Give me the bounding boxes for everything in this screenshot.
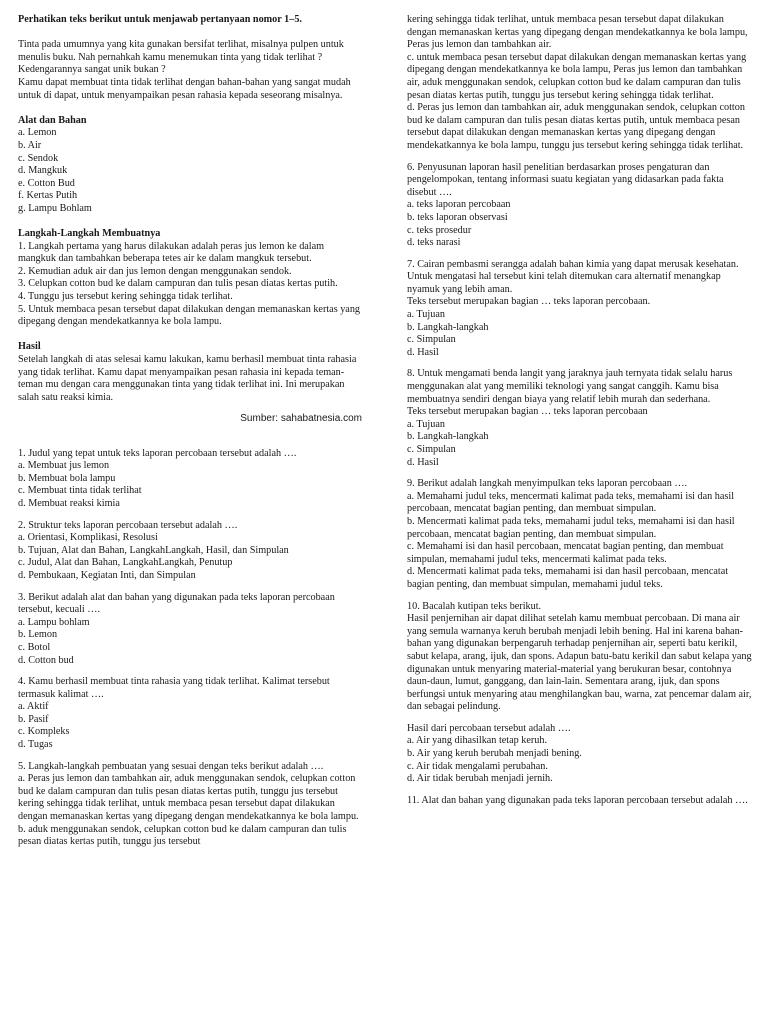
reading-paragraph: Tinta pada umumnya yang kita gunakan bersifat terlihat, misalnya pulpen untuk menulis buku. Nah pernahkah kamu menemukan tinta yang tidak terlihat ? Kedengarannya sangat unik bukan ? Kamu dapat membuat tinta tidak terlihat dengan bahan-bahan yang sangat mudah untuk di dapat, untuk menyampaikan pesan rahasia kepada seseorang misalnya. (18, 39, 351, 101)
question-8: 8. Untuk mengamati benda langit yang jaraknya jauh ternyata tidak selalu harus menggunakan alat yang memiliki teknologi yang sangat canggih. Kamu bisa membuatnya sendiri dengan biaya yang relatif lebih murah dan sederhana. Teks tersebut merupakan bagian … teks laporan percobaan a. Tujuan b. Langkah-langkah c. Simpulan d. Hasil (407, 368, 733, 468)
question-3: 3. Berikut adalah alat dan bahan yang digunakan pada teks laporan percobaan tersebut, kecuali …. a. Lampu bohlam b. Lemon c. Botol d. Cotton bud (18, 591, 335, 666)
question-4: 4. Kamu berhasil membuat tinta rahasia yang tidak terlihat. Kalimat tersebut termasuk kalimat …. a. Aktif b. Pasif c. Kompleks d. Tugas (18, 676, 330, 751)
question-10-passage: 10. Bacalah kutipan teks berikut. Hasil penjernihan air dapat dilihat setelah kamu membuat percobaan. Di mana air yang semula warnanya keruh berubah menjadi lebih bening. Hal ini karena bahan-bahan yang digunakan berpengaruh terhadap penjernihan air, seperti batu kerikil, sabut kelapa, arang, ijuk, dan spons. Adapun batu-batu kerikil dan sabut kelapa yang digunakan untuk menyaring material-material yang berukuran besar, contohnya daun-daun, lumut, ganggang, dan lain-lain. Sementara arang, ijuk, dan spons berfungsi untuk menyaring atau menghilangkan bau, warna, zat pencemar dalam air, dan sebagai pelindung. (407, 600, 752, 713)
materials-item: b. Air (18, 139, 42, 151)
materials-item: c. Sendok (18, 152, 59, 164)
right-column (407, 14, 753, 807)
result-heading: Hasil (18, 341, 41, 353)
question-5-continued: kering sehingga tidak terlihat, untuk membaca pesan tersebut dapat dilakukan dengan memanaskan kertas yang dipegang dengan mendekatkannya ke bola lampu, Peras jus lemon dan tambahkan air. c. untuk membaca pesan tersebut dapat dilakukan dengan memanaskan kertas yang dipegang dengan mendekatkannya ke bola lampu, Peras jus lemon dan tambahkan air, aduk menggunakan sendok, celupkan cotton bud ke dalam campuran dan tulis pesan diatas kertas putih, tunggu jus tersebut kering sehingga tidak terlihat. d. Peras jus lemon dan tambahkan air, aduk menggunakan sendok, celupkan cotton bud ke dalam campuran dan tulis pesan diatas kertas putih, untuk membaca pesan tersebut dapat dilakukan dengan memanaskan kertas yang dipegang dengan mendekatkannya ke bola lampu, tunggu jus tersebut kering sehingga tidak terlihat. (407, 14, 748, 151)
instruction-heading: Perhatikan teks berikut untuk menjawab pertanyaan nomor 1–5. (18, 14, 302, 25)
materials-item: d. Mangkuk (18, 165, 68, 177)
question-2: 2. Struktur teks laporan percobaan tersebut adalah …. a. Orientasi, Komplikasi, Resolusi b. Tujuan, Alat dan Bahan, LangkahLangkah, Hasil, dan Simpulan c. Judul, Alat dan Bahan, LangkahLangkah, Penutup d. Pembukaan, Kegiatan Inti, dan Simpulan (18, 519, 289, 581)
question-1: 1. Judul yang tepat untuk teks laporan percobaan tersebut adalah …. a. Membuat jus lemon b. Membuat bola lampu c. Membuat tinta tidak terlihat d. Membuat reaksi kimia (18, 447, 297, 509)
steps-heading: Langkah-Langkah Membuatnya (18, 228, 161, 240)
question-5: 5. Langkah-langkah pembuatan yang sesuai dengan teks berikut adalah …. a. Peras jus lemon dan tambahkan air, aduk menggunakan sendok, celupkan cotton bud ke dalam campuran dan tulis pesan diatas kertas putih, tunggu jus tersebut kering sehingga tidak terlihat, untuk membaca pesan tersebut dapat dilakukan dengan memanaskan kertas yang dipegang dengan mendekatkannya ke bola lampu. b. aduk menggunakan sendok, celupkan cotton bud ke dalam campuran dan tulis pesan diatas kertas putih, tunggu jus tersebut (18, 760, 359, 848)
question-11: 11. Alat dan bahan yang digunakan pada teks laporan percobaan tersebut adalah …. (407, 794, 748, 806)
question-7: 7. Cairan pembasmi serangga adalah bahan kimia yang dapat merusak kesehatan. Untuk mengatasi hal tersebut kini telah ditemukan cara alternatif menangkap nyamuk yang lebih aman. Teks tersebut merupakan bagian … teks laporan percobaan. a. Tujuan b. Langkah-langkah c. Simpulan d. Hasil (407, 258, 739, 358)
materials-heading: Alat dan Bahan (18, 114, 87, 126)
materials-item: f. Kertas Putih (18, 190, 78, 202)
steps-text: 1. Langkah pertama yang harus dilakukan adalah peras jus lemon ke dalam mangkuk dan tambahkan beberapa tetes air ke dalam mangkuk tersebut. 2. Kemudian aduk air dan jus lemon dengan menggunakan sendok. 3. Celupkan cotton bud ke dalam campuran dan tulis pesan diatas kertas putih. 4. Tunggu jus tersebut kering sehingga tidak terlihat. 5. Untuk membaca pesan tersebut dapat dilakukan dengan memanaskan kertas yang dipegang dengan mendekatkannya ke bola lampu. (18, 240, 361, 328)
left-column (18, 14, 362, 849)
source-citation: Sumber: sahabatnesia.com (240, 413, 362, 425)
materials-item: e. Cotton Bud (18, 177, 75, 189)
question-10: Hasil dari percobaan tersebut adalah …. a. Air yang dihasilkan tetap keruh. b. Air yang keruh berubah menjadi bening. c. Air tidak mengalami perubahan. d. Air tidak berubah menjadi jernih. (407, 722, 582, 785)
question-9: 9. Berikut adalah langkah menyimpulkan teks laporan percobaan …. a. Memahami judul teks, mencermati kalimat pada teks, memahami isi dan hasil percobaan, mencatat bagian penting, dan membuat simpulan. b. Mencermati kalimat pada teks, memahami judul teks, memahami isi dan hasil percobaan, mencatat bagian penting, dan membuat simpulan. c. Memahami isi dan hasil percobaan, mencatat bagian penting, dan membuat simpulan, memahami judul teks, mencermati kalimat pada teks. d. Mencermati kalimat pada teks, memahami isi dan hasil percobaan, mencatat bagian penting, dan membuat simpulan, memahami judul teks. (407, 478, 735, 590)
question-6: 6. Penyusunan laporan hasil penelitian berdasarkan proses pengaturan dan pengelompokan, tentang informasi suatu kegiatan yang didasarkan pada fakta disebut …. a. teks laporan percobaan b. teks laporan observasi c. teks prosedur d. teks narasi (407, 161, 724, 249)
materials-item: a. Lemon (18, 127, 57, 139)
result-text: Setelah langkah di atas selesai kamu lakukan, kamu berhasil membuat tinta rahasia yang tidak terlihat. Kamu dapat menyampaikan pesan rahasia ini kepada teman-teman mu dengan cara menggunakan tinta yang tidak terlihat ini. Ini merupakan salah satu reaksi kimia. (18, 354, 357, 403)
materials-item: g. Lampu Bohlam (18, 202, 92, 214)
